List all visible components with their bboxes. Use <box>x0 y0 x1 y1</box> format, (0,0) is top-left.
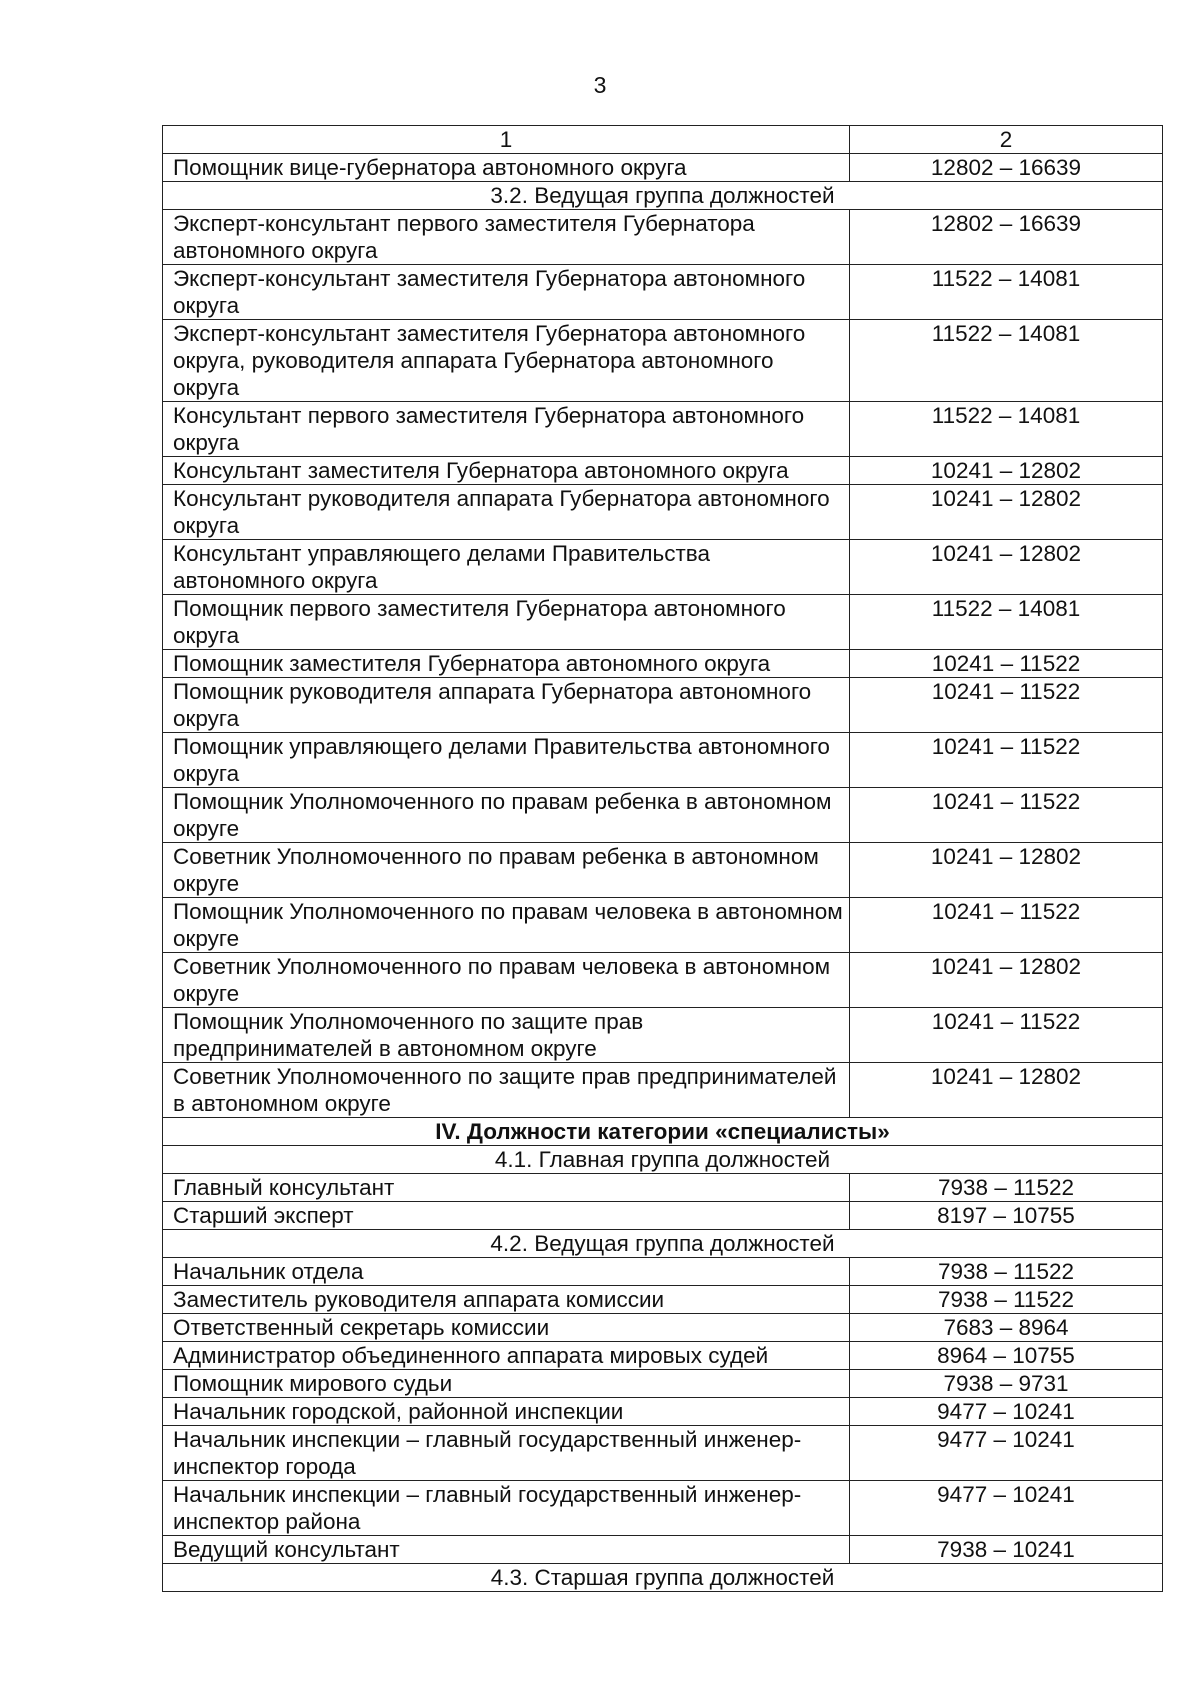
salary-range: 7938 – 11522 <box>850 1258 1163 1286</box>
salary-range: 11522 – 14081 <box>850 595 1163 650</box>
table-row <box>163 1536 1163 1564</box>
salary-range: 10241 – 11522 <box>850 898 1163 953</box>
group-heading: 4.2. Ведущая группа должностей <box>163 1230 1163 1258</box>
position-name: Ответственный секретарь комиссии <box>163 1314 850 1342</box>
position-name: Помощник руководителя аппарата Губернатора автономного округа <box>163 678 850 733</box>
position-name: Начальник городской, районной инспекции <box>163 1398 850 1426</box>
table-row <box>163 1286 1163 1314</box>
position-name: Старший эксперт <box>163 1202 850 1230</box>
position-name: Помощник управляющего делами Правительства автономного округа <box>163 733 850 788</box>
group-heading: 4.3. Старшая группа должностей <box>163 1564 1163 1592</box>
salary-range: 8964 – 10755 <box>850 1342 1163 1370</box>
position-name: Советник Уполномоченного по правам человека в автономном округе <box>163 953 850 1008</box>
table-row <box>163 788 1163 843</box>
table-row <box>163 485 1163 540</box>
position-name: Советник Уполномоченного по защите прав предпринимателей в автономном округе <box>163 1063 850 1118</box>
salary-range: 10241 – 11522 <box>850 678 1163 733</box>
position-name: Начальник инспекции – главный государственный инженер-инспектор города <box>163 1426 850 1481</box>
table-row <box>163 1202 1163 1230</box>
salary-range: 10241 – 11522 <box>850 733 1163 788</box>
position-name: Заместитель руководителя аппарата комиссии <box>163 1286 850 1314</box>
section-row <box>163 1230 1163 1258</box>
section-row <box>163 1146 1163 1174</box>
position-name: Консультант руководителя аппарата Губернатора автономного округа <box>163 485 850 540</box>
table-row <box>163 595 1163 650</box>
salary-range: 10241 – 11522 <box>850 1008 1163 1063</box>
table-row <box>163 843 1163 898</box>
table-row <box>163 457 1163 485</box>
position-name: Помощник первого заместителя Губернатора автономного округа <box>163 595 850 650</box>
salary-range: 10241 – 12802 <box>850 540 1163 595</box>
salary-range: 10241 – 12802 <box>850 953 1163 1008</box>
category-heading: IV. Должности категории «специалисты» <box>163 1118 1163 1146</box>
salary-range: 9477 – 10241 <box>850 1398 1163 1426</box>
salary-range: 7683 – 8964 <box>850 1314 1163 1342</box>
position-name: Помощник Уполномоченного по защите прав предпринимателей в автономном округе <box>163 1008 850 1063</box>
salary-range: 12802 – 16639 <box>850 210 1163 265</box>
position-name: Помощник мирового судьи <box>163 1370 850 1398</box>
salary-range: 11522 – 14081 <box>850 320 1163 402</box>
table-row <box>163 540 1163 595</box>
table-row <box>163 1426 1163 1481</box>
column-header-1: 1 <box>163 126 850 154</box>
table-row <box>163 1258 1163 1286</box>
position-name: Помощник заместителя Губернатора автономного округа <box>163 650 850 678</box>
salary-range: 10241 – 12802 <box>850 457 1163 485</box>
salary-range: 7938 – 11522 <box>850 1174 1163 1202</box>
table-row <box>163 733 1163 788</box>
salary-range: 8197 – 10755 <box>850 1202 1163 1230</box>
table-row <box>163 265 1163 320</box>
position-name: Эксперт-консультант заместителя Губернатора автономного округа, руководителя аппарата Губернатора автономного округа <box>163 320 850 402</box>
salary-range: 11522 – 14081 <box>850 265 1163 320</box>
salary-range: 10241 – 12802 <box>850 485 1163 540</box>
group-heading: 3.2. Ведущая группа должностей <box>163 182 1163 210</box>
salary-range: 10241 – 12802 <box>850 1063 1163 1118</box>
table-body <box>163 126 1163 1592</box>
salary-range: 10241 – 11522 <box>850 650 1163 678</box>
group-heading: 4.1. Главная группа должностей <box>163 1146 1163 1174</box>
section-row <box>163 1564 1163 1592</box>
table-row <box>163 1398 1163 1426</box>
position-name: Советник Уполномоченного по правам ребенка в автономном округе <box>163 843 850 898</box>
section-row <box>163 182 1163 210</box>
salary-range: 7938 – 9731 <box>850 1370 1163 1398</box>
position-name: Эксперт-консультант первого заместителя Губернатора автономного округа <box>163 210 850 265</box>
position-name: Помощник вице-губернатора автономного округа <box>163 154 850 182</box>
table-row <box>163 678 1163 733</box>
position-name: Начальник инспекции – главный государственный инженер-инспектор района <box>163 1481 850 1536</box>
position-name: Помощник Уполномоченного по правам человека в автономном округе <box>163 898 850 953</box>
section-row <box>163 1118 1163 1146</box>
column-header-2: 2 <box>850 126 1163 154</box>
salary-range: 9477 – 10241 <box>850 1426 1163 1481</box>
position-name: Ведущий консультант <box>163 1536 850 1564</box>
table-row <box>163 320 1163 402</box>
table-row <box>163 650 1163 678</box>
salary-range: 7938 – 11522 <box>850 1286 1163 1314</box>
position-name: Консультант управляющего делами Правительства автономного округа <box>163 540 850 595</box>
position-name: Администратор объединенного аппарата мировых судей <box>163 1342 850 1370</box>
salary-range: 12802 – 16639 <box>850 154 1163 182</box>
position-name: Эксперт-консультант заместителя Губернатора автономного округа <box>163 265 850 320</box>
table-row <box>163 898 1163 953</box>
position-name: Помощник Уполномоченного по правам ребенка в автономном округе <box>163 788 850 843</box>
salary-range: 10241 – 11522 <box>850 788 1163 843</box>
salary-range: 7938 – 10241 <box>850 1536 1163 1564</box>
table-row <box>163 953 1163 1008</box>
table-row <box>163 1481 1163 1536</box>
page-number: 3 <box>593 72 607 98</box>
table-row <box>163 1342 1163 1370</box>
table-row <box>163 210 1163 265</box>
table-row <box>163 1174 1163 1202</box>
table-row <box>163 1008 1163 1063</box>
salary-table <box>162 125 1163 1592</box>
table-row <box>163 1370 1163 1398</box>
position-name: Консультант заместителя Губернатора автономного округа <box>163 457 850 485</box>
table-row <box>163 1314 1163 1342</box>
table-row <box>163 154 1163 182</box>
table-row <box>163 1063 1163 1118</box>
salary-range: 10241 – 12802 <box>850 843 1163 898</box>
salary-range: 9477 – 10241 <box>850 1481 1163 1536</box>
position-name: Начальник отдела <box>163 1258 850 1286</box>
salary-range: 11522 – 14081 <box>850 402 1163 457</box>
position-name: Главный консультант <box>163 1174 850 1202</box>
header-row <box>163 126 1163 154</box>
table-row <box>163 402 1163 457</box>
position-name: Консультант первого заместителя Губернатора автономного округа <box>163 402 850 457</box>
